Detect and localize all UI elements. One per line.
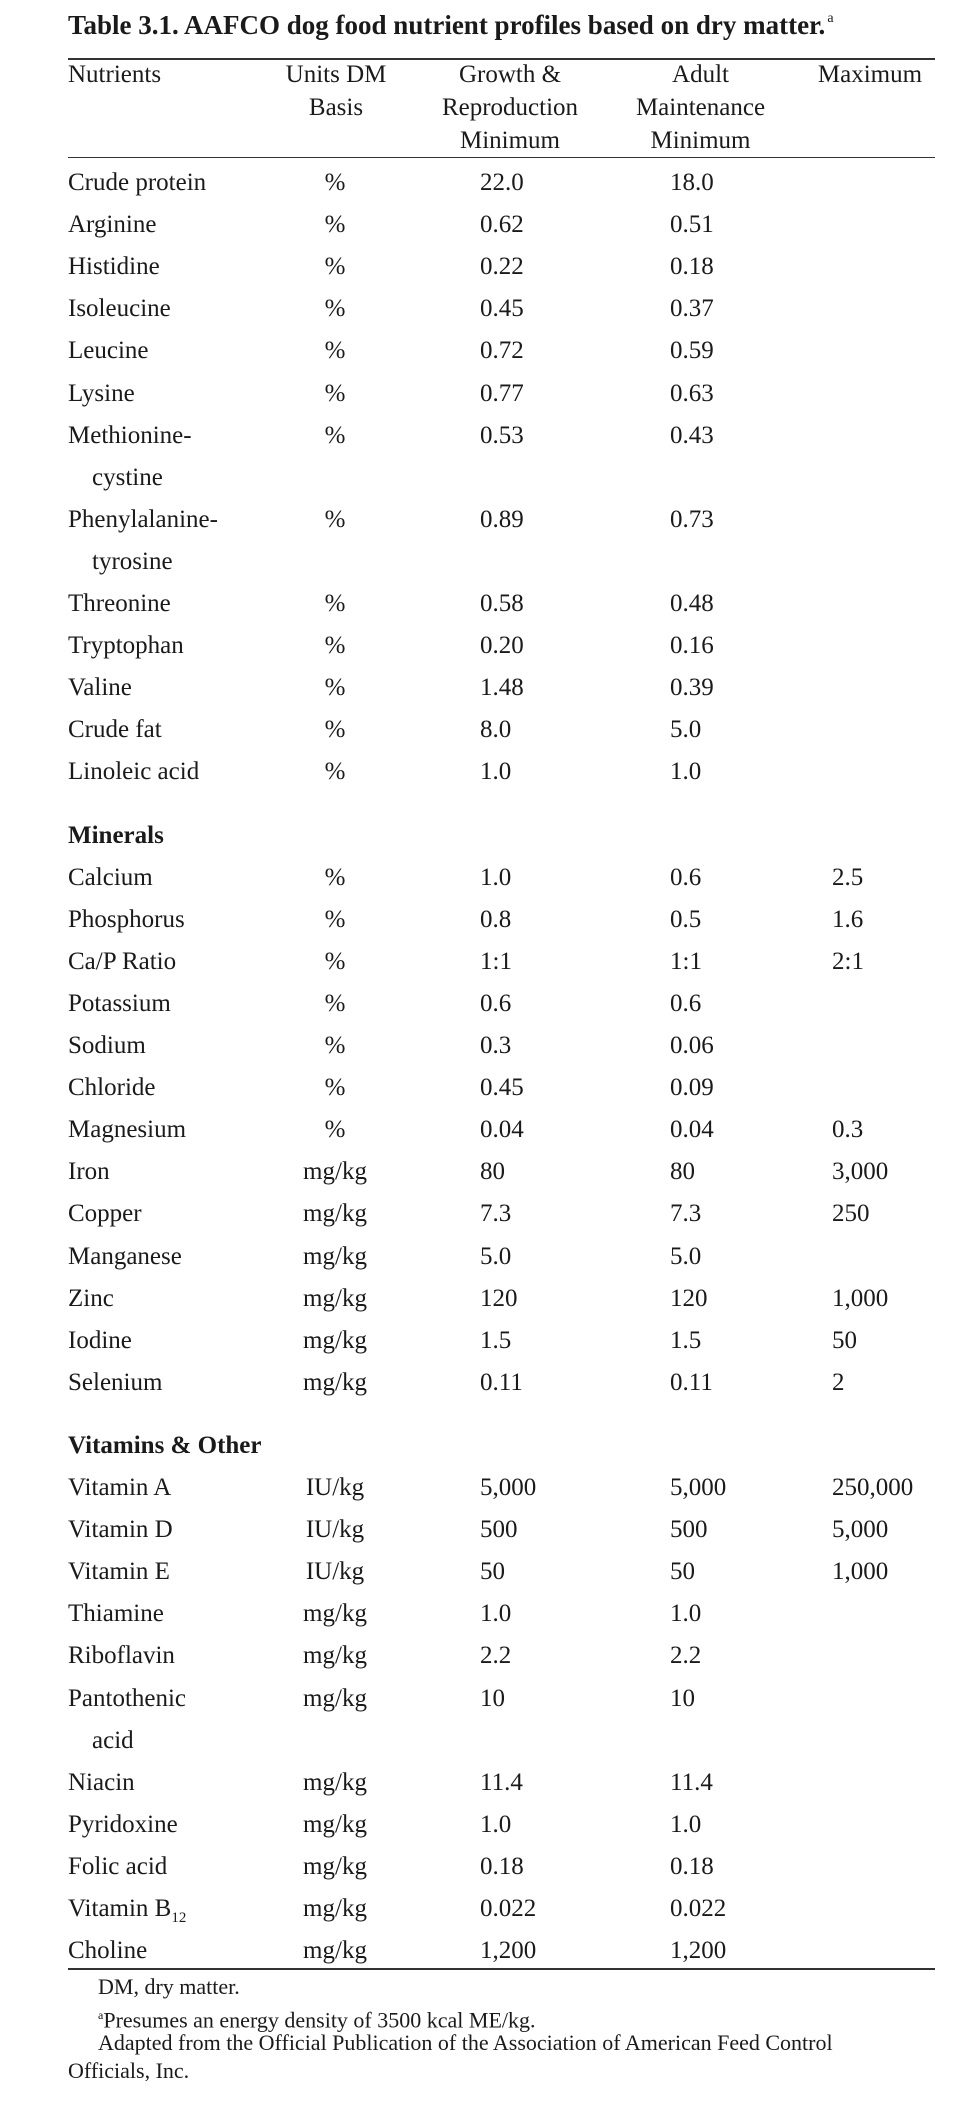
- header-growth: [425, 58, 595, 157]
- row-growth-min: 1.0: [480, 758, 512, 786]
- row-adult-min: 18.0: [670, 169, 714, 196]
- nutrient-name-text: Thiamine: [68, 1600, 164, 1628]
- header-growth-line3: Minimum: [459, 127, 560, 154]
- row-growth-min: 0.22: [480, 253, 524, 281]
- row-adult-min: 0.06: [670, 1032, 714, 1059]
- row-adult-min: 0.18: [670, 253, 714, 281]
- row-maximum: 3,000: [832, 1158, 889, 1186]
- row-units: mg/kg: [303, 1684, 367, 1712]
- nutrient-name-text: Copper: [68, 1200, 142, 1228]
- nutrient-name-text: Magnesium: [68, 1116, 187, 1144]
- header-growth-line1: Growth &: [458, 61, 562, 88]
- row-growth-min: 7.3: [480, 1200, 512, 1228]
- row-growth-min: 5.0: [480, 1242, 512, 1270]
- row-growth-min: 0.77: [480, 379, 524, 407]
- nutrient-name-text: Arginine: [68, 211, 157, 239]
- row-adult-min: 0.51: [670, 211, 714, 239]
- row-nutrient-name: [68, 1284, 114, 1314]
- header-adult-line2: Maintenance: [635, 94, 766, 121]
- row-units: %: [324, 253, 346, 281]
- row-units: IU/kg: [305, 1558, 365, 1586]
- row-nutrient-name: [68, 294, 171, 324]
- row-nutrient-name: [68, 168, 206, 198]
- row-units: %: [324, 716, 346, 744]
- row-maximum: 1,000: [832, 1284, 889, 1312]
- row-growth-min: 0.8: [480, 905, 512, 933]
- row-nutrient-name-continued: tyrosine: [92, 547, 173, 575]
- nutrient-name-text: Crude protein: [68, 169, 207, 196]
- row-nutrient-name: [68, 673, 132, 703]
- row-maximum: 250: [832, 1200, 870, 1228]
- row-adult-min: 0.022: [670, 1895, 727, 1922]
- row-units: %: [324, 1032, 346, 1059]
- row-units: %: [324, 337, 346, 365]
- row-units: %: [324, 989, 346, 1017]
- row-nutrient-name: [68, 1515, 173, 1545]
- table-title-text: Table 3.1. AAFCO dog food nutrient profiles based on dry matter.: [68, 10, 826, 40]
- nutrient-name-text: Sodium: [68, 1032, 146, 1059]
- nutrient-name-subscript: 12: [171, 1910, 187, 1926]
- row-growth-min: 500: [480, 1516, 518, 1544]
- nutrient-name-text: Pyridoxine: [68, 1810, 178, 1838]
- row-growth-min: 10: [480, 1684, 505, 1712]
- row-adult-min: 2.2: [670, 1642, 702, 1670]
- row-growth-min: 0.3: [480, 1032, 512, 1059]
- nutrient-name-text: Choline: [68, 1937, 148, 1965]
- nutrient-name-text: Lysine: [68, 379, 135, 407]
- row-adult-min: 1.5: [670, 1326, 702, 1354]
- row-growth-min: 0.18: [480, 1852, 524, 1880]
- row-adult-min: 0.37: [670, 295, 714, 323]
- nutrient-name-text: Phenylalanine-: [68, 505, 218, 533]
- nutrient-name-text: Folic acid: [68, 1852, 168, 1880]
- nutrient-name-text: Pantothenic: [68, 1684, 187, 1712]
- row-nutrient-name-continued: acid: [92, 1726, 134, 1754]
- header-units-line1: Units DM: [285, 61, 387, 88]
- row-units: mg/kg: [303, 1284, 367, 1312]
- nutrient-name-text: Methionine-: [68, 421, 192, 449]
- row-nutrient-name: [68, 757, 199, 787]
- row-adult-min: 5.0: [670, 1242, 702, 1270]
- row-nutrient-name: [68, 1684, 186, 1714]
- row-maximum: 1,000: [832, 1558, 889, 1586]
- row-units: %: [324, 169, 346, 196]
- row-adult-min: 0.18: [670, 1852, 714, 1880]
- header-adult: [618, 58, 783, 157]
- header-growth-line2: Reproduction: [441, 94, 579, 121]
- row-growth-min: 22.0: [480, 169, 524, 196]
- footnote-source-line2: Officials, Inc.: [68, 2058, 190, 2083]
- row-growth-min: 1.5: [480, 1326, 512, 1354]
- row-nutrient-name: [68, 989, 171, 1019]
- row-growth-min: 50: [480, 1558, 505, 1586]
- nutrient-name-text: Phosphorus: [68, 905, 185, 933]
- row-adult-min: 0.5: [670, 905, 702, 933]
- row-units: mg/kg: [303, 1768, 367, 1796]
- row-units: IU/kg: [305, 1516, 365, 1544]
- row-adult-min: 10: [670, 1684, 695, 1712]
- row-units: %: [324, 590, 346, 617]
- header-units: [270, 58, 402, 124]
- row-units: %: [324, 863, 346, 891]
- title-footnote-marker: a: [827, 11, 834, 26]
- header-units-line2: Basis: [308, 94, 364, 121]
- nutrient-name-text: Threonine: [68, 590, 171, 617]
- row-growth-min: 5,000: [480, 1474, 537, 1501]
- row-units: mg/kg: [303, 1600, 367, 1628]
- row-nutrient-name: [68, 1073, 156, 1103]
- nutrient-name-text: Tryptophan: [68, 632, 184, 660]
- nutrient-name-text: Zinc: [68, 1284, 114, 1312]
- footnote-source-line1: Adapted from the Official Publication of the Association of American Feed Control: [98, 2030, 833, 2055]
- row-units: IU/kg: [305, 1474, 365, 1501]
- row-units: mg/kg: [303, 1368, 367, 1396]
- nutrient-name-text: Isoleucine: [68, 295, 171, 323]
- row-adult-min: 0.6: [670, 863, 702, 891]
- section-heading: Vitamins & Other: [68, 1431, 262, 1459]
- row-nutrient-name: [68, 1810, 178, 1840]
- row-adult-min: 0.73: [670, 505, 714, 533]
- row-growth-min: 120: [480, 1284, 518, 1312]
- row-adult-min: 120: [670, 1284, 708, 1312]
- nutrient-name-text: Iron: [68, 1158, 110, 1186]
- row-growth-min: 1.0: [480, 1600, 512, 1628]
- nutrient-name-text: Niacin: [68, 1768, 135, 1796]
- nutrient-name-text: Selenium: [68, 1368, 163, 1396]
- row-growth-min: 0.53: [480, 421, 524, 449]
- row-adult-min: 0.16: [670, 632, 714, 660]
- row-adult-min: 0.63: [670, 379, 714, 407]
- row-nutrient-name: [68, 379, 135, 409]
- row-maximum: 2: [832, 1368, 845, 1396]
- footnote-a-marker: a: [98, 2008, 104, 2022]
- row-growth-min: 1,200: [480, 1937, 537, 1965]
- row-adult-min: 1.0: [670, 1810, 702, 1838]
- row-growth-min: 0.11: [480, 1368, 523, 1396]
- row-adult-min: 0.6: [670, 989, 702, 1017]
- row-adult-min: 500: [670, 1516, 708, 1544]
- row-units: %: [324, 505, 346, 533]
- header-rule: [68, 157, 935, 158]
- bottom-rule: [68, 1968, 935, 1970]
- row-nutrient-name: [68, 336, 149, 366]
- row-units: %: [324, 211, 346, 239]
- header-nutrients: Nutrients: [68, 61, 162, 88]
- row-nutrient-name: [68, 863, 153, 893]
- row-adult-min: 0.11: [670, 1368, 713, 1396]
- row-nutrient-name: [68, 505, 218, 535]
- header-adult-line1: Adult: [672, 61, 729, 88]
- row-adult-min: 1.0: [670, 758, 702, 786]
- row-units: mg/kg: [303, 1895, 367, 1922]
- row-maximum: 1.6: [832, 905, 864, 933]
- row-growth-min: 1:1: [480, 947, 512, 975]
- row-adult-min: 1.0: [670, 1600, 702, 1628]
- row-maximum: 2.5: [832, 863, 864, 891]
- row-units: %: [324, 421, 346, 449]
- nutrient-name-text: Vitamin D: [68, 1516, 173, 1544]
- nutrient-name-text: Vitamin A: [68, 1474, 172, 1501]
- row-maximum: 5,000: [832, 1516, 889, 1544]
- nutrient-name-text: Vitamin E: [68, 1558, 170, 1586]
- row-units: %: [324, 1116, 346, 1144]
- row-maximum: 50: [832, 1326, 857, 1354]
- row-nutrient-name: [68, 1242, 182, 1272]
- row-growth-min: 11.4: [480, 1768, 523, 1796]
- row-nutrient-name: [68, 589, 171, 619]
- row-units: mg/kg: [303, 1326, 367, 1354]
- row-growth-min: 0.89: [480, 505, 524, 533]
- row-adult-min: 7.3: [670, 1200, 702, 1228]
- row-adult-min: 80: [670, 1158, 695, 1186]
- row-units: mg/kg: [303, 1810, 367, 1838]
- row-nutrient-name: [68, 1557, 170, 1587]
- row-growth-min: 0.6: [480, 989, 512, 1017]
- row-nutrient-name: [68, 1641, 175, 1671]
- row-units: %: [324, 905, 346, 933]
- row-nutrient-name: [68, 1031, 146, 1061]
- row-units: mg/kg: [303, 1242, 367, 1270]
- table-title: [68, 10, 834, 41]
- nutrient-name-text: Manganese: [68, 1242, 182, 1270]
- row-units: mg/kg: [303, 1852, 367, 1880]
- row-maximum: 0.3: [832, 1116, 864, 1144]
- row-nutrient-name: [68, 715, 162, 745]
- row-units: %: [324, 379, 346, 407]
- row-growth-min: 0.72: [480, 337, 524, 365]
- row-maximum: 250,000: [832, 1474, 914, 1501]
- row-growth-min: 1.0: [480, 1810, 512, 1838]
- row-units: mg/kg: [303, 1937, 367, 1965]
- row-nutrient-name: [68, 631, 184, 661]
- row-units: mg/kg: [303, 1642, 367, 1670]
- row-maximum: 2:1: [832, 947, 864, 975]
- row-nutrient-name: [68, 252, 160, 282]
- row-growth-min: 8.0: [480, 716, 512, 744]
- row-growth-min: 0.45: [480, 295, 524, 323]
- row-nutrient-name: [68, 1894, 186, 1933]
- row-adult-min: 5.0: [670, 716, 702, 744]
- nutrient-name-text: Ca/P Ratio: [68, 947, 177, 975]
- row-growth-min: 0.58: [480, 590, 524, 617]
- row-growth-min: 0.45: [480, 1074, 524, 1102]
- nutrient-name-text: Valine: [68, 674, 132, 702]
- row-adult-min: 50: [670, 1558, 695, 1586]
- row-nutrient-name: [68, 1326, 132, 1356]
- nutrient-name-text: Crude fat: [68, 716, 162, 744]
- header-maximum: Maximum: [817, 61, 923, 88]
- row-nutrient-name: [68, 210, 156, 240]
- row-nutrient-name: [68, 1936, 147, 1966]
- nutrient-name-text: Histidine: [68, 253, 160, 281]
- header-adult-line3: Minimum: [650, 127, 751, 154]
- row-adult-min: 1:1: [670, 947, 702, 975]
- nutrient-name-text: Calcium: [68, 863, 153, 891]
- row-growth-min: 0.62: [480, 211, 524, 239]
- row-adult-min: 0.43: [670, 421, 714, 449]
- row-units: %: [324, 632, 346, 660]
- row-units: %: [324, 674, 346, 702]
- row-growth-min: 1.0: [480, 863, 512, 891]
- row-nutrient-name: [68, 1368, 162, 1398]
- row-growth-min: 0.04: [480, 1116, 524, 1144]
- nutrient-name-text: Chloride: [68, 1074, 156, 1102]
- row-units: %: [324, 1074, 346, 1102]
- row-growth-min: 0.022: [480, 1895, 537, 1922]
- row-growth-min: 80: [480, 1158, 505, 1186]
- row-units: %: [324, 758, 346, 786]
- row-growth-min: 1.48: [480, 674, 524, 702]
- row-units: mg/kg: [303, 1200, 367, 1228]
- footnote-a-text: Presumes an energy density of 3500 kcal ME/kg.: [103, 2007, 536, 2033]
- nutrient-name-text: Potassium: [68, 989, 171, 1017]
- row-adult-min: 0.04: [670, 1116, 714, 1144]
- row-adult-min: 5,000: [670, 1474, 727, 1501]
- nutrient-name-text: Leucine: [68, 337, 149, 365]
- row-adult-min: 11.4: [670, 1768, 713, 1796]
- row-nutrient-name: [68, 1199, 142, 1229]
- row-nutrient-name: [68, 1852, 167, 1882]
- row-nutrient-name: [68, 1768, 135, 1798]
- row-adult-min: 0.09: [670, 1074, 714, 1102]
- row-growth-min: 0.20: [480, 632, 524, 660]
- row-nutrient-name: [68, 1599, 164, 1629]
- row-growth-min: 2.2: [480, 1642, 512, 1670]
- nutrient-name-text: Linoleic acid: [68, 758, 200, 786]
- section-heading: Minerals: [68, 821, 164, 849]
- row-adult-min: 0.48: [670, 590, 714, 617]
- row-adult-min: 0.39: [670, 674, 714, 702]
- row-units: mg/kg: [303, 1158, 367, 1186]
- row-nutrient-name: [68, 1115, 186, 1145]
- row-nutrient-name-continued: cystine: [92, 463, 163, 491]
- row-units: %: [324, 947, 346, 975]
- row-nutrient-name: [68, 905, 185, 935]
- row-nutrient-name: [68, 1473, 171, 1503]
- row-adult-min: 1,200: [670, 1937, 727, 1965]
- row-nutrient-name: [68, 421, 192, 451]
- nutrient-name-text: Riboflavin: [68, 1642, 175, 1670]
- nutrient-name-text: Vitamin B: [68, 1895, 172, 1922]
- footnote-dm: DM, dry matter.: [98, 1974, 240, 1999]
- row-nutrient-name: [68, 1157, 110, 1187]
- row-units: %: [324, 295, 346, 323]
- row-nutrient-name: [68, 947, 176, 977]
- nutrient-name-text: Iodine: [68, 1326, 132, 1354]
- row-adult-min: 0.59: [670, 337, 714, 365]
